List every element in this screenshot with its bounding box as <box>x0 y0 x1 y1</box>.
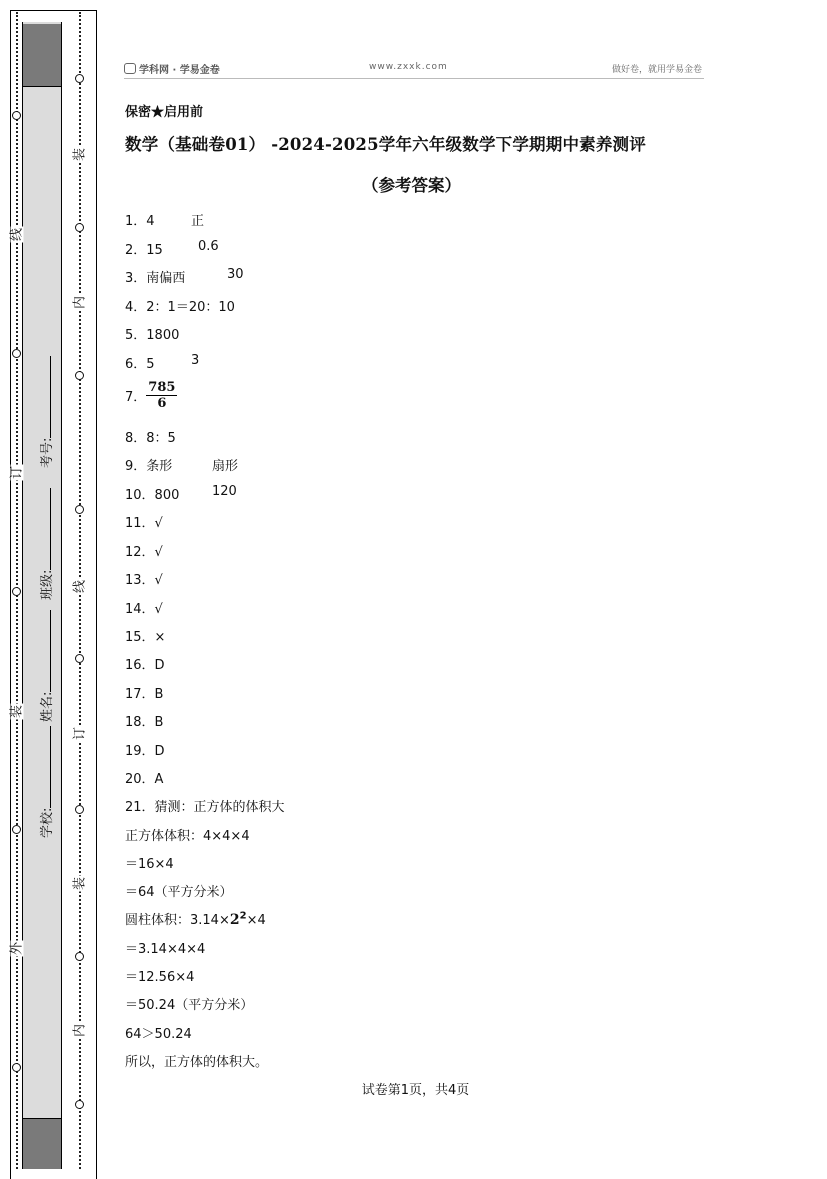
solution-line: ＝3.14×4×4 <box>125 942 206 957</box>
site-url: www.zxxk.com <box>369 62 448 72</box>
brand-text: 学科网 · 学易金卷 <box>139 65 220 76</box>
brand-logo <box>124 61 220 76</box>
field-blank[interactable] <box>40 726 51 808</box>
ring-hole <box>75 223 84 232</box>
answer-item: 3．南偏西 30 <box>125 267 244 286</box>
answer-item: 20．A <box>125 772 164 787</box>
answer-item: 7． $\frac{785}{6}$ <box>125 380 176 411</box>
answer-item: 8．8：5 <box>125 431 176 446</box>
binding-char-ding: 订 <box>72 727 88 741</box>
answer-item: 15．× <box>125 630 166 645</box>
binding-char-ding: 订 <box>9 466 25 480</box>
solution-line: ＝50.24（平方分米） <box>125 998 254 1013</box>
answer-item: 9．条形 扇形 <box>125 459 239 474</box>
binding-margin <box>0 0 100 1169</box>
answer-item: 1．4 正 <box>125 214 205 229</box>
ring-hole <box>12 349 21 358</box>
page-footer <box>0 1079 827 1098</box>
ring-hole <box>12 1063 21 1072</box>
answer-item: 14．√ <box>125 602 163 617</box>
header-slogan: 做好卷，就用学易金卷 <box>611 65 702 75</box>
binding-char-zhuang: 装 <box>9 705 25 719</box>
binding-char-zhuang: 装 <box>72 877 88 891</box>
answer-item: 2．15 0.6 <box>125 239 219 258</box>
answer-item: 18．B <box>125 715 164 730</box>
binding-char-nei: 内 <box>72 1024 88 1038</box>
solution-line: ＝16×4 <box>125 857 174 872</box>
solution-line: ＝12.56×4 <box>125 970 195 985</box>
binding-char-zhuang: 装 <box>72 148 88 162</box>
binding-dark-block-top <box>23 24 61 86</box>
solution-line: 64＞50.24 <box>125 1027 192 1042</box>
ring-hole <box>75 952 84 961</box>
page-subtitle: （参考答案） <box>362 176 461 195</box>
page-header <box>124 60 704 79</box>
answer-item: 4．2：1＝20：10 <box>125 300 235 315</box>
binding-char-xian: 线 <box>9 228 25 242</box>
solution-line: 所以，正方体的体积大。 <box>125 1055 269 1070</box>
binding-char-xian: 线 <box>72 580 88 594</box>
answer-item: 13．√ <box>125 573 163 588</box>
ring-hole <box>75 505 84 514</box>
ring-hole <box>75 371 84 380</box>
page-number: 试卷第1页，共4页 <box>361 1083 470 1098</box>
band-divider <box>22 1118 62 1119</box>
page-title: 数学（基础卷01） -2024-2025学年六年级数学下学期期中素养测评 <box>125 135 646 154</box>
ring-hole <box>12 111 21 120</box>
solution-line: 正方体体积：4×4×4 <box>125 829 250 844</box>
answer-item: 10．800 120 <box>125 484 237 503</box>
field-blank[interactable] <box>40 356 51 438</box>
ring-hole <box>12 825 21 834</box>
answer-item: 6．5 3 <box>125 353 200 372</box>
solution-line: ＝64（平方分米） <box>125 885 233 900</box>
field-blank[interactable] <box>40 610 51 692</box>
confidential-mark: 保密★启用前 <box>125 105 204 120</box>
answer-item: 16．D <box>125 658 165 673</box>
ring-hole <box>75 654 84 663</box>
binding-dark-block-bottom <box>23 1118 61 1169</box>
answer-item: 19．D <box>125 744 165 759</box>
field-class: 班级: <box>36 488 55 600</box>
ring-hole <box>75 805 84 814</box>
ring-hole <box>75 74 84 83</box>
brand-icon <box>124 63 136 74</box>
binding-char-nei: 内 <box>72 296 88 310</box>
ring-hole <box>75 1100 84 1109</box>
answer-item: 11．√ <box>125 516 163 531</box>
answer-item: 12．√ <box>125 545 163 560</box>
fraction: $\frac{785}{6}$ <box>148 380 176 411</box>
field-school: 学校: <box>36 726 55 838</box>
binding-char-wai: 外 <box>9 942 25 956</box>
answer-item: 5．1800 <box>125 328 180 343</box>
field-exam-number: 考号: <box>36 356 55 468</box>
ring-hole <box>12 587 21 596</box>
field-name: 姓名: <box>36 610 55 722</box>
answer-item: 17．B <box>125 687 164 702</box>
solution-line: 21．猜测：正方体的体积大 <box>125 800 285 815</box>
field-blank[interactable] <box>40 488 51 570</box>
band-divider <box>22 86 62 87</box>
solution-line: 圆柱体积：$3.14\times 2^2\times 4$ <box>125 910 266 928</box>
